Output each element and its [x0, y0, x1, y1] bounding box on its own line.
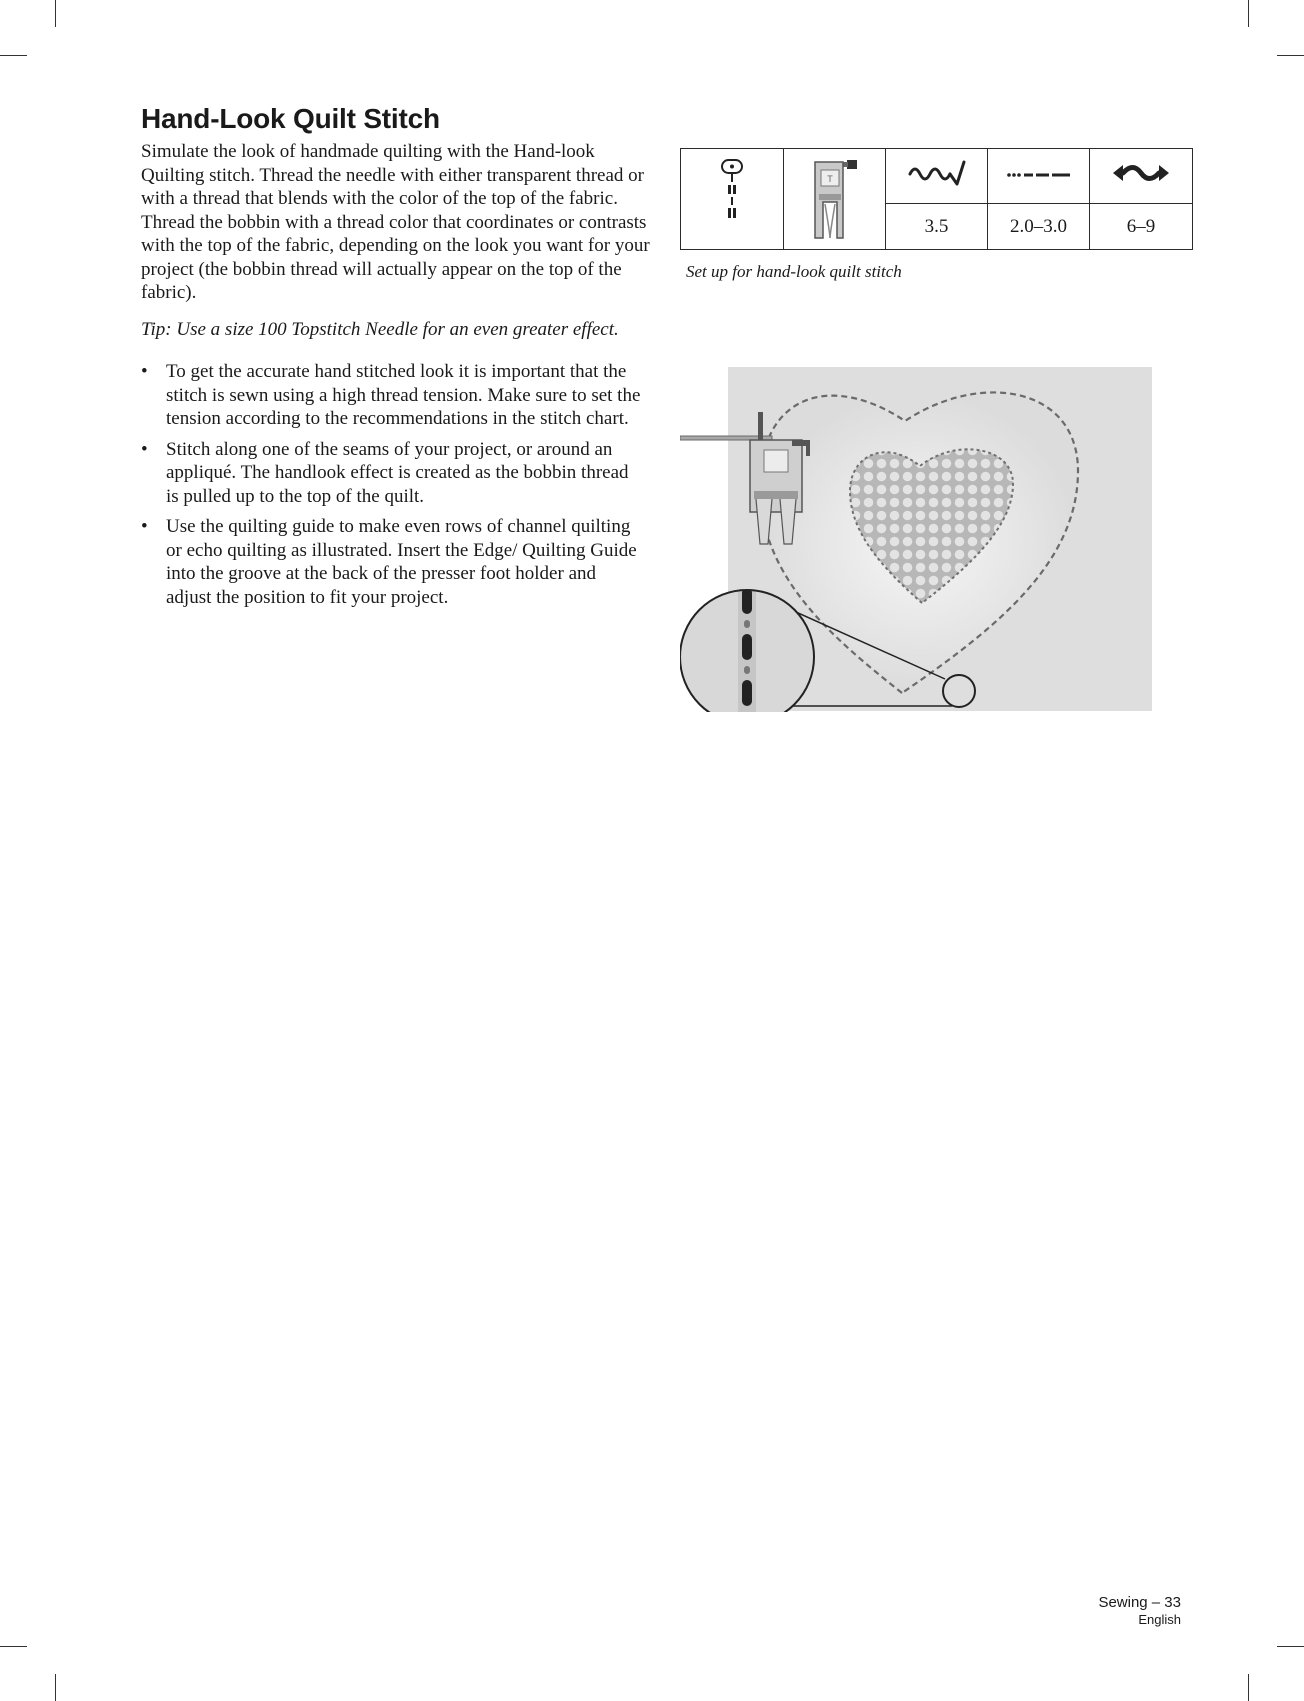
crop-mark-bottom-left-v [55, 1674, 56, 1701]
presser-foot-icon [803, 152, 867, 240]
language-label: English [1138, 1612, 1181, 1627]
list-item-text: Stitch along one of the seams of your project, or around an appliqué. The handlook effect is created as the bobbin thread is pulled up to the top of the quilt. [166, 438, 629, 507]
list-item [141, 515, 641, 609]
stitch-symbol-icon [717, 154, 747, 238]
presser-foot-cell [784, 149, 886, 250]
tip-text: Tip: Use a size 100 Topstitch Needle for an even greater effect. [141, 319, 619, 340]
stitch-width-icon [907, 160, 967, 186]
crop-mark-top-left-h [0, 55, 27, 56]
instruction-list [141, 360, 641, 616]
list-item [141, 360, 641, 431]
crop-mark-bottom-left-h [0, 1646, 27, 1647]
list-item-text: To get the accurate hand stitched look it is important that the stitch is sewn using a high thread tension. Make sure to set the tension according to the recommendations in the stitch chart. [166, 361, 641, 429]
stitch-setup-table [680, 148, 1193, 250]
crop-mark-top-right-v [1248, 0, 1249, 27]
stitch-length-icon [1006, 169, 1072, 181]
list-item-text: Use the quilting guide to make even rows of channel quilting or echo quilting as illustrated. Insert the Edge/ Quilting Guide into the groove at the back of the presser foot holder and adjust the position to fit your project. [166, 516, 637, 608]
quilting-illustration [680, 366, 1156, 712]
stitch-length-icon-cell [988, 149, 1090, 204]
crop-mark-top-right-h [1277, 55, 1304, 56]
thread-tension-icon [1111, 160, 1171, 186]
stitch-width-value: 3.5 [886, 204, 988, 250]
intro-paragraph: Simulate the look of handmade quilting with the Hand-look Quilting stitch. Thread the needle with either transparent thread or with a thread that blends with the color of the top of the fabric. Thread the bobbin with a thread color that coordinates or contrasts with the top of the fabric, depending on the look you want for your project (the bobbin thread will actually appear on the top of the fabric). [141, 141, 650, 303]
bullet-marker: • [141, 516, 148, 537]
svg-text:T: T [826, 174, 833, 184]
crop-mark-top-left-v [55, 0, 56, 27]
page-footer [1098, 1594, 1181, 1628]
bullet-marker: • [141, 361, 148, 382]
crop-mark-bottom-right-v [1248, 1674, 1249, 1701]
list-item [141, 438, 641, 509]
crop-mark-bottom-right-h [1277, 1646, 1304, 1647]
thread-tension-value: 6–9 [1090, 204, 1193, 250]
thread-tension-icon-cell [1090, 149, 1193, 204]
stitch-symbol-cell [681, 149, 784, 250]
bullet-marker: • [141, 438, 148, 460]
stitch-length-value: 2.0–3.0 [988, 204, 1090, 250]
table-caption: Set up for hand-look quilt stitch [686, 262, 902, 281]
section-heading: Hand-Look Quilt Stitch [141, 103, 440, 134]
page-number: Sewing – 33 [1098, 1594, 1181, 1611]
stitch-width-icon-cell [886, 149, 988, 204]
